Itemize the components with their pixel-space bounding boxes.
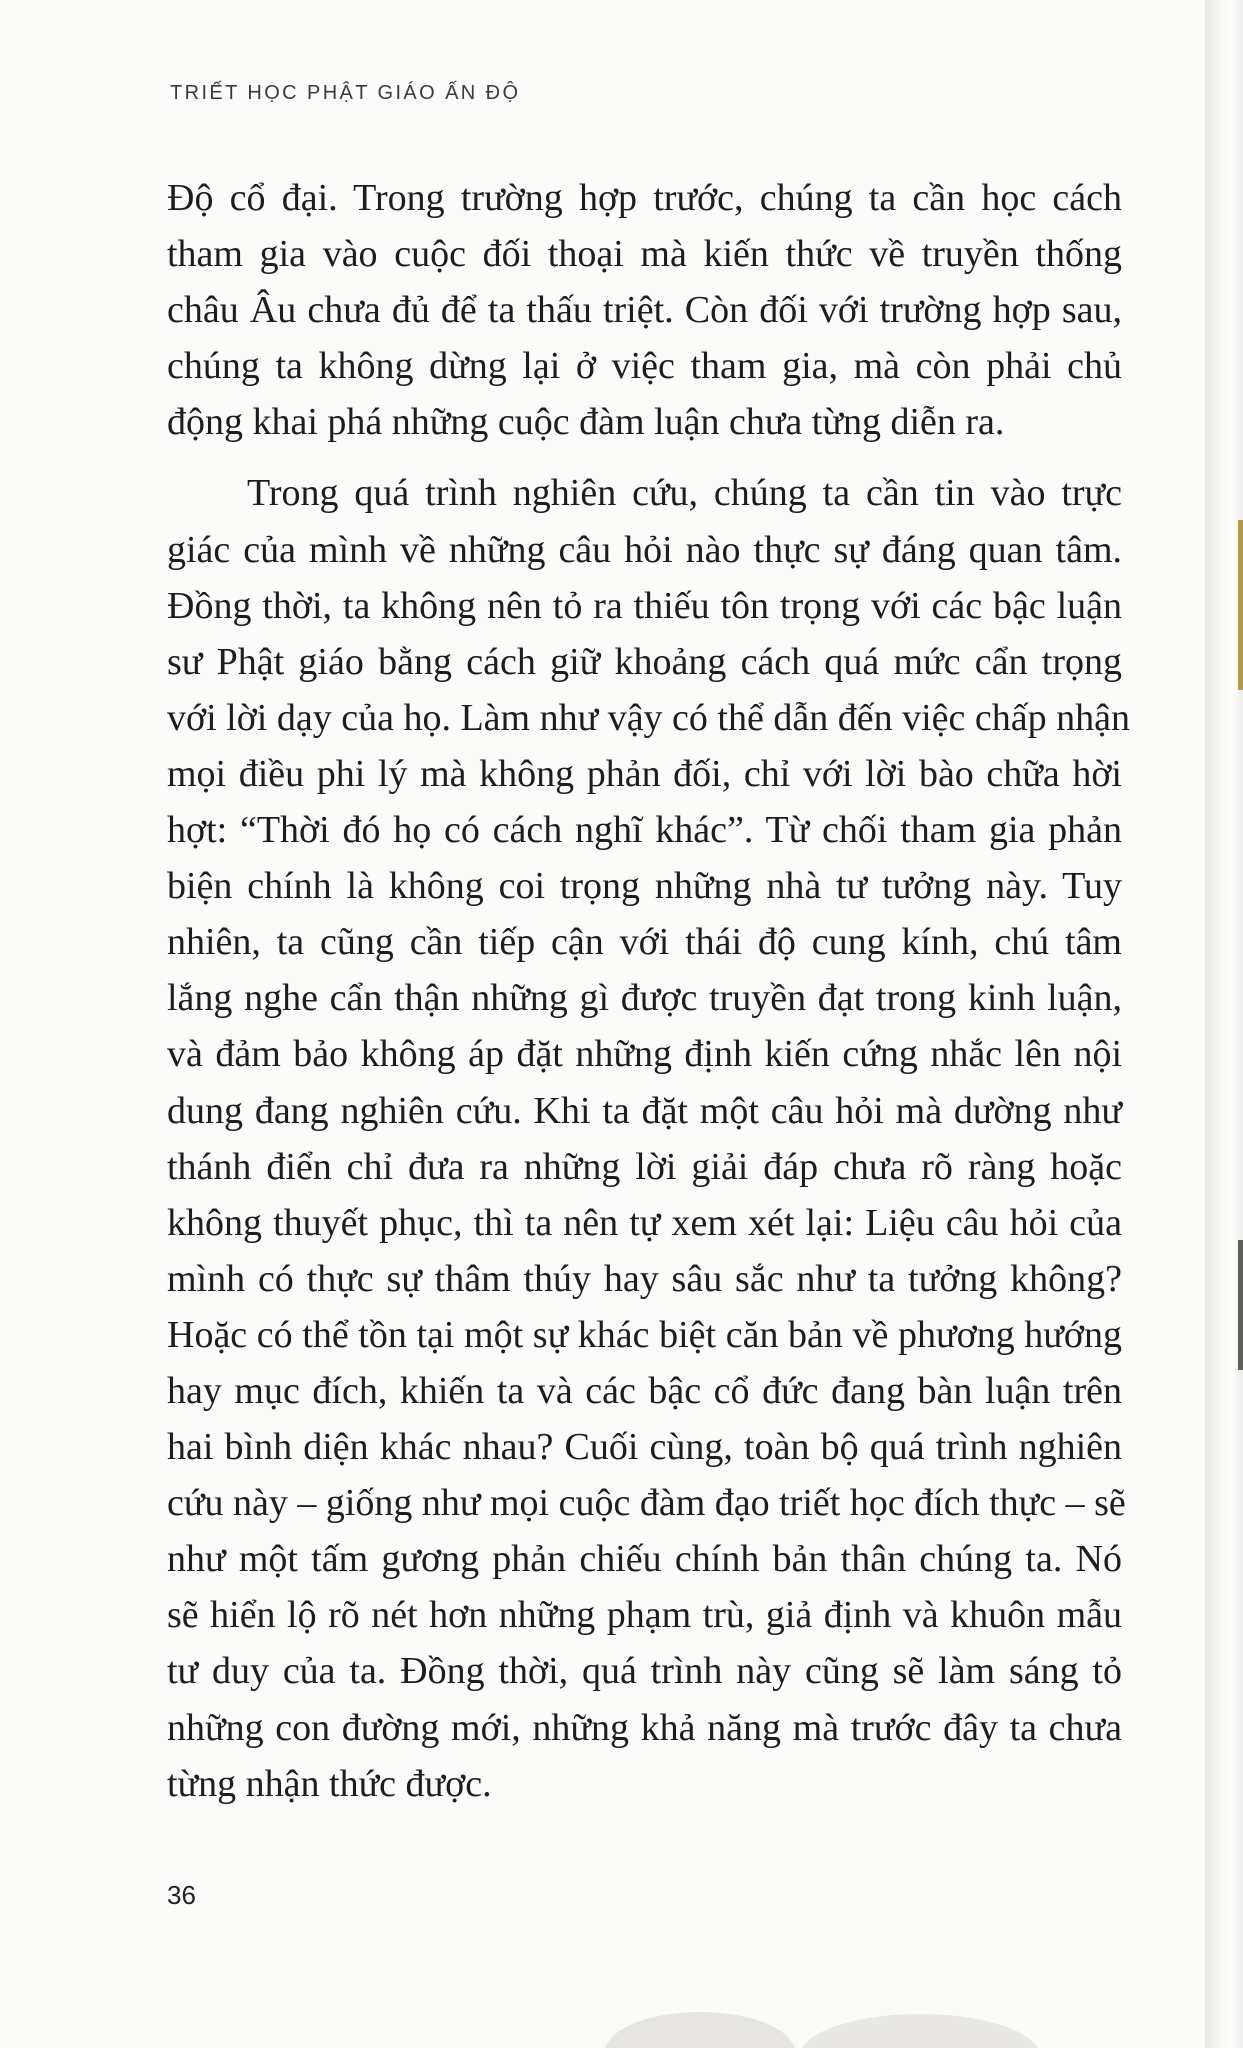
body-text <box>167 170 1130 1812</box>
text-line: Độ cổ đại. Trong trường hợp trước, chúng ta cần học cách <box>167 177 1122 219</box>
edge-dark-mark <box>1238 1240 1243 1370</box>
edge-gold-mark <box>1238 520 1243 690</box>
text-line: hợt: “Thời đó họ có cách nghĩ khác”. Từ chối tham gia phản <box>167 809 1122 852</box>
text-line: Trong quá trình nghiên cứu, chúng ta cần tin vào trực <box>247 472 1122 515</box>
text-line: những con đường mới, những khả năng mà trước đây ta chưa <box>167 1706 1122 1749</box>
page-edge <box>1205 0 1243 2048</box>
text-line: Đồng thời, ta không nên tỏ ra thiếu tôn trọng với các bậc luận <box>167 584 1122 627</box>
text-line: giác của mình về những câu hỏi nào thực sự đáng quan tâm. <box>167 528 1122 571</box>
text-line: chúng ta không dừng lại ở việc tham gia, mà còn phải chủ <box>167 345 1122 388</box>
text-line: nhiên, ta cũng cần tiếp cận với thái độ cung kính, chú tâm <box>167 921 1122 964</box>
text-line: động khai phá những cuộc đàm luận chưa từng diễn ra. <box>167 401 1005 444</box>
text-line: châu Âu chưa đủ để ta thấu triệt. Còn đối với trường hợp sau, <box>167 289 1122 332</box>
text-line: lắng nghe cẩn thận những gì được truyền đạt trong kinh luận, <box>167 977 1122 1020</box>
text-line: sẽ hiển lộ rõ nét hơn những phạm trù, giả định và khuôn mẫu <box>167 1594 1122 1637</box>
text-line: như một tấm gương phản chiếu chính bản thân chúng ta. Nó <box>167 1538 1122 1581</box>
edge-marks <box>1235 0 1243 2048</box>
text-line: Hoặc có thể tồn tại một sự khác biệt căn bản về phương hướng <box>167 1313 1122 1356</box>
text-line: từng nhận thức được. <box>167 1762 492 1805</box>
paragraph <box>167 465 1130 1811</box>
text-line: sư Phật giáo bằng cách giữ khoảng cách quá mức cẩn trọng <box>167 640 1122 683</box>
finger-shadow <box>605 2012 795 2048</box>
text-line: tư duy của ta. Đồng thời, quá trình này cũng sẽ làm sáng tỏ <box>167 1650 1122 1693</box>
text-line: không thuyết phục, thì ta nên tự xem xét lại: Liệu câu hỏi của <box>167 1201 1122 1244</box>
text-line: dung đang nghiên cứu. Khi ta đặt một câu hỏi mà dường như <box>167 1089 1122 1132</box>
text-line: cứu này – giống như mọi cuộc đàm đạo triết học đích thực – sẽ <box>167 1482 1126 1525</box>
text-line: mình có thực sự thâm thúy hay sâu sắc như ta tưởng không? <box>167 1257 1122 1300</box>
text-line: tham gia vào cuộc đối thoại mà kiến thức về truyền thống <box>167 233 1122 276</box>
text-line: mọi điều phi lý mà không phản đối, chỉ với lời bào chữa hời <box>167 752 1122 795</box>
text-line: hay mục đích, khiến ta và các bậc cổ đức đang bàn luận trên <box>167 1369 1122 1412</box>
text-line: hai bình diện khác nhau? Cuối cùng, toàn bộ quá trình nghiên <box>167 1426 1122 1469</box>
running-head: TRIẾT HỌC PHẬT GIÁO ẤN ĐỘ <box>170 82 521 104</box>
text-line: với lời dạy của họ. Làm như vậy có thể dẫn đến việc chấp nhận <box>167 696 1130 739</box>
finger-shadow <box>800 2014 1040 2048</box>
page-number: 36 <box>167 1880 196 1910</box>
binding-shadow <box>560 1960 1160 2048</box>
paragraph <box>167 170 1122 450</box>
text-line: biện chính là không coi trọng những nhà tư tưởng này. Tuy <box>167 865 1122 908</box>
text-line: thánh điển chỉ đưa ra những lời giải đáp chưa rõ ràng hoặc <box>167 1145 1122 1188</box>
text-line: và đảm bảo không áp đặt những định kiến cứng nhắc lên nội <box>167 1033 1122 1076</box>
